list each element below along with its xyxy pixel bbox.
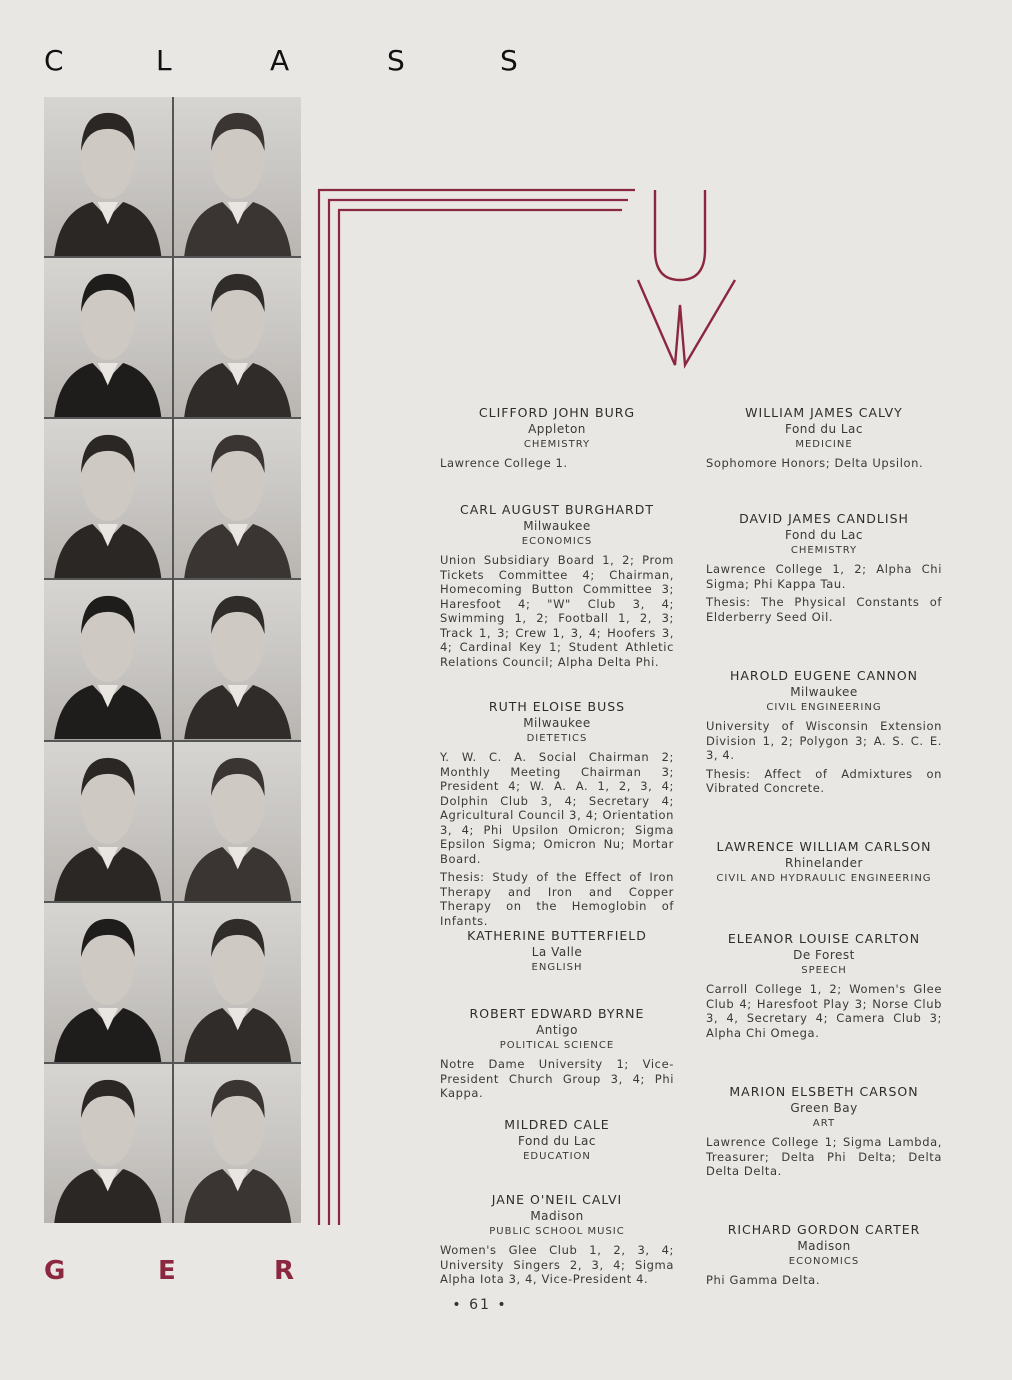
student-entry: [440, 1118, 674, 1164]
student-major: DIETETICS: [526, 733, 588, 744]
student-hometown: Antigo: [536, 1023, 578, 1037]
student-hometown: Fond du Lac: [517, 1134, 597, 1148]
portrait-grid: [44, 97, 301, 1223]
student-hometown: Fond du Lac: [784, 422, 864, 436]
student-entry: [706, 406, 942, 471]
student-activities: Phi Gamma Delta.: [706, 1273, 821, 1287]
student-activities: Union Subsidiary Board 1, 2; Prom Tickets Committee 4; Chairman, Homecoming Button Committee 3; Haresfoot 4; "W" Club 3, 4; Swimming 1, 2; Football 1, 2, 3; Track 1, 3; Crew 1, 3, 4; Hoofers 3, 4; Cardinal Key 1; Student Athletic Relations Council; Alpha Delta Phi.: [440, 553, 674, 669]
student-name: WILLIAM JAMES CALVY: [745, 405, 903, 420]
student-activities: Carroll College 1, 2; Women's Glee Club 4; Haresfoot Play 3; Norse Club 3, 4, Secretary 4; Camera Club 3; Alpha Chi Omega.: [706, 982, 942, 1040]
student-major: EDUCATION: [523, 1151, 591, 1162]
student-entry: [706, 1223, 942, 1288]
student-hometown: Milwaukee: [523, 519, 591, 533]
footer-letter-e: E: [158, 1256, 176, 1286]
student-activities: Sophomore Honors; Delta Upsilon.: [706, 456, 924, 470]
student-major: ENGLISH: [531, 962, 583, 973]
portrait-photo: [174, 97, 302, 256]
header-letter-s: S: [387, 44, 405, 77]
student-entry: [440, 1193, 674, 1287]
student-entry: [440, 700, 674, 928]
portrait-photo: [174, 742, 302, 901]
page-number: • 61 •: [452, 1297, 508, 1313]
student-name: ELEANOR LOUISE CARLTON: [727, 931, 921, 946]
student-hometown: Rhinelander: [785, 856, 863, 870]
header-letter-l: L: [156, 44, 172, 77]
student-name: MARION ELSBETH CARSON: [729, 1084, 919, 1099]
student-activities: Lawrence College 1.: [440, 456, 568, 470]
student-name: CARL AUGUST BURGHARDT: [460, 502, 654, 517]
student-name: KATHERINE BUTTERFIELD: [467, 928, 647, 943]
portrait-photo: [44, 419, 172, 578]
student-name: JANE O'NEIL CALVI: [491, 1192, 623, 1207]
student-name: RUTH ELOISE BUSS: [488, 699, 626, 714]
student-entry: [440, 929, 674, 975]
portrait-photo: [174, 1064, 302, 1223]
portrait-photo: [174, 903, 302, 1062]
student-name: DAVID JAMES CANDLISH: [739, 511, 909, 526]
footer-letter-r: R: [274, 1256, 295, 1286]
student-hometown: Appleton: [528, 422, 586, 436]
student-entry: [440, 503, 674, 669]
student-major: CIVIL ENGINEERING: [766, 702, 882, 713]
student-major: POLITICAL SCIENCE: [499, 1040, 615, 1051]
portrait-photo: [44, 580, 172, 739]
student-entry: [706, 512, 942, 624]
student-name: ROBERT EDWARD BYRNE: [469, 1006, 645, 1021]
student-hometown: Green Bay: [790, 1101, 858, 1115]
student-entry: [706, 840, 942, 886]
portrait-photo: [44, 742, 172, 901]
student-activities: Women's Glee Club 1, 2, 3, 4; University Singers 2, 3, 4; Sigma Alpha Iota 3, 4, Vice-President 4.: [440, 1243, 674, 1286]
student-name: MILDRED CALE: [504, 1117, 610, 1132]
student-major: CIVIL AND HYDRAULIC ENGINEERING: [716, 873, 932, 884]
student-hometown: Madison: [530, 1209, 584, 1223]
header-letter-a: A: [270, 44, 290, 77]
student-major: SPEECH: [801, 965, 847, 976]
portrait-photo: [44, 97, 172, 256]
student-activities: Thesis: Study of the Effect of Iron Therapy and Iron and Copper Therapy on the Hemoglobin of Infants.: [440, 870, 674, 928]
student-major: ECONOMICS: [521, 536, 593, 547]
student-name: CLIFFORD JOHN BURG: [478, 405, 636, 420]
portrait-photo: [44, 258, 172, 417]
student-hometown: Milwaukee: [790, 685, 858, 699]
student-activities: Thesis: The Physical Constants of Elderberry Seed Oil.: [706, 595, 942, 624]
portrait-photo: [44, 903, 172, 1062]
student-name: HAROLD EUGENE CANNON: [729, 668, 919, 683]
portrait-photo: [174, 258, 302, 417]
portrait-photo: [44, 1064, 172, 1223]
header-letter-c: C: [44, 44, 64, 77]
student-name: LAWRENCE WILLIAM CARLSON: [716, 839, 932, 854]
student-activities: Notre Dame University 1; Vice-President Church Group 3, 4; Phi Kappa.: [440, 1057, 674, 1100]
student-entry: [440, 406, 674, 471]
student-entry: [706, 932, 942, 1040]
student-activities: University of Wisconsin Extension Division 1, 2; Polygon 3; A. S. C. E. 3, 4.: [706, 719, 942, 762]
student-hometown: Milwaukee: [523, 716, 591, 730]
student-major: CHEMISTRY: [523, 439, 591, 450]
student-hometown: Madison: [797, 1239, 851, 1253]
student-activities: Y. W. C. A. Social Chairman 2; Monthly Meeting Chairman 3; President 4; W. A. A. 1, 2, 3, 4; Dolphin Club 3, 4; Secretary 4; Agricultural Council 3, 4; Orientation 3, 4; Phi Upsilon Omicron; Sigma Epsilon Sigma; Omicron Nu; Mortar Board.: [440, 750, 674, 866]
student-activities: Thesis: Affect of Admixtures on Vibrated Concrete.: [706, 766, 942, 795]
student-major: CHEMISTRY: [790, 545, 858, 556]
student-entry: [706, 669, 942, 796]
student-activities: Lawrence College 1; Sigma Lambda, Treasurer; Delta Phi Delta; Delta Delta Delta.: [706, 1135, 942, 1178]
portrait-photo: [174, 580, 302, 739]
student-major: MEDICINE: [795, 439, 853, 450]
uw-logo: [630, 185, 750, 375]
student-activities: Lawrence College 1, 2; Alpha Chi Sigma; Phi Kappa Tau.: [706, 562, 942, 591]
student-major: ECONOMICS: [788, 1256, 860, 1267]
student-name: RICHARD GORDON CARTER: [727, 1222, 921, 1237]
header-letter-s-2: S: [500, 44, 518, 77]
student-hometown: La Valle: [531, 945, 583, 959]
student-hometown: De Forest: [793, 948, 855, 962]
footer-letter-g: G: [44, 1256, 66, 1286]
student-hometown: Fond du Lac: [784, 528, 864, 542]
student-entry: [706, 1085, 942, 1179]
student-entry: [440, 1007, 674, 1101]
student-major: PUBLIC SCHOOL MUSIC: [489, 1226, 625, 1237]
student-major: ART: [812, 1118, 836, 1129]
portrait-photo: [174, 419, 302, 578]
